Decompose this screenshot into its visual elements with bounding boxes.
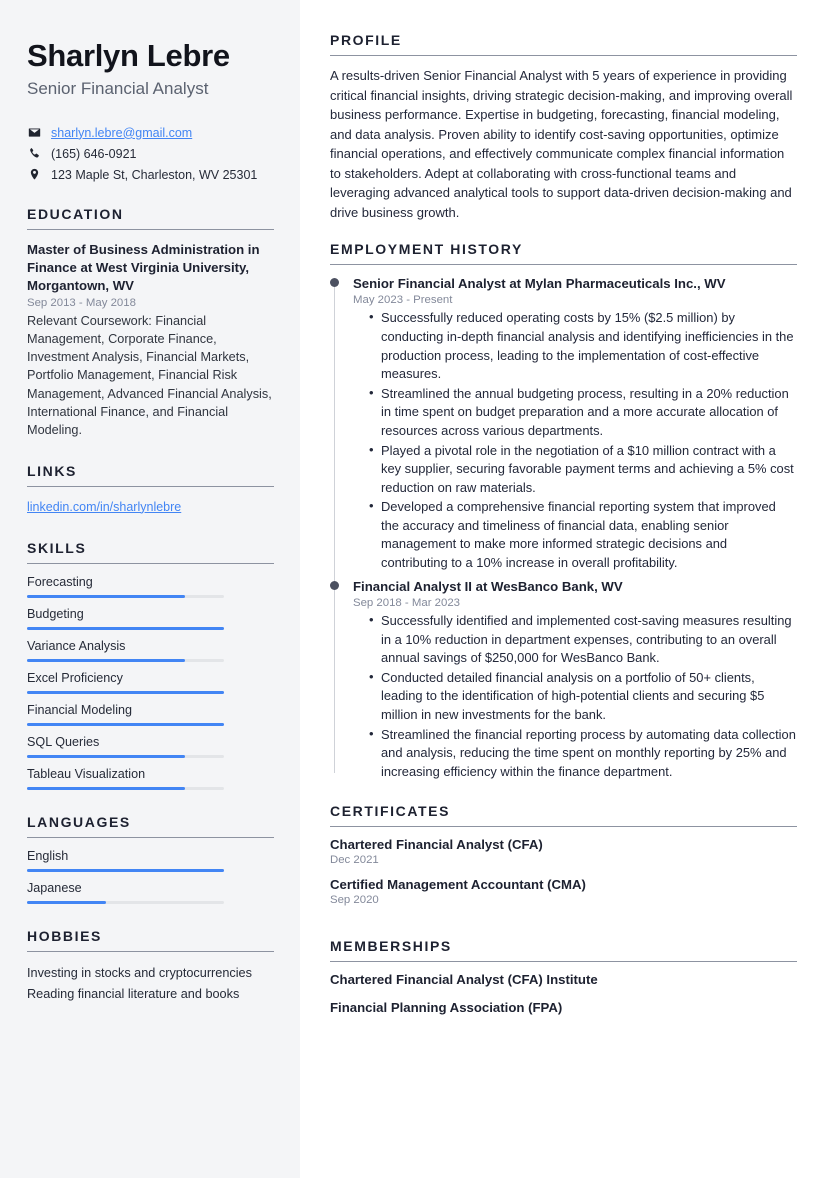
education-entry [27,241,274,439]
job-bullet-list [353,309,797,572]
certificate-date: Dec 2021 [330,854,379,867]
skill-bar-track [27,723,224,726]
skill-row [27,767,274,790]
main-column [300,0,833,1178]
education-degree: Master of Business Administration in Finance at West Virginia University, Morgantown, WV [27,241,260,294]
skill-row [27,671,274,694]
phone-icon [27,147,42,160]
envelope-icon [27,126,42,139]
job-title: Financial Analyst II at WesBanco Bank, WV [353,578,623,594]
skill-row [27,607,274,630]
language-label: English [27,848,69,863]
employment-timeline [330,275,797,781]
skill-label: Tableau Visualization [27,766,146,781]
phone-value: (165) 646-0921 [51,146,137,161]
email-link[interactable]: sharlyn.lebre@gmail.com [51,125,193,140]
certificate-name: Certified Management Accountant (CMA) [330,877,586,893]
contact-email [27,126,274,140]
divider [330,55,797,56]
certificate-item [330,877,797,906]
language-bar-fill [27,869,224,872]
job-date: May 2023 - Present [353,294,453,307]
skill-row [27,575,274,598]
job-date: Sep 2018 - Mar 2023 [353,597,461,610]
timeline-dot-icon [330,278,339,287]
language-label: Japanese [27,880,82,895]
divider [27,951,274,952]
skills-heading: SKILLS [27,539,87,556]
job-bullet-list [353,612,797,781]
divider [330,961,797,962]
divider [27,837,274,838]
skill-row [27,639,274,662]
links-heading: LINKS [27,462,77,479]
divider [27,229,274,230]
education-description: Relevant Coursework: Financial Management, Corporate Finance, Investment Analysis, Financial Markets, Portfolio Management, Financial Risk Management, Advanced Financial Analysis, International Finance, and Financial Modeling. [27,314,272,437]
skill-bar-track [27,691,224,694]
membership-item: Chartered Financial Analyst (CFA) Institute [330,972,598,988]
languages-heading: LANGUAGES [27,813,131,830]
language-row [27,881,274,904]
contact-phone [27,147,274,161]
candidate-name: Sharlyn Lebre [27,38,230,73]
skill-bar-fill [27,627,224,630]
skill-bar-track [27,659,224,662]
membership-item: Financial Planning Association (FPA) [330,1000,563,1016]
job-bullet: • Streamlined the annual budgeting process, resulting in a 20% reduction in time spent on budget preparation and a more accurate allocation of resources across various departments. [369,385,797,441]
links-section [27,463,274,516]
language-bar-track [27,869,224,872]
skill-bar-fill [27,787,185,790]
divider [330,826,797,827]
employment-heading: EMPLOYMENT HISTORY [330,241,523,257]
job-bullet: • Developed a comprehensive financial reporting system that improved the accuracy and timeliness of financial data, enabling senior management to make more informed strategic decisions and contributing to a 10% increase in overall profitability. [369,498,797,572]
sidebar [0,0,300,1178]
timeline-dot-icon [330,581,339,590]
skill-bar-fill [27,723,224,726]
certificate-item [330,837,797,866]
skill-bar-track [27,595,224,598]
job-bullet: • Streamlined the financial reporting process by automating data collection and analysis, reducing the time spent on monthly reporting by 25% and increasing efficiency within the finance department. [369,726,797,782]
certificates-section [330,803,797,906]
candidate-job-title: Senior Financial Analyst [27,78,209,98]
job-entry [353,578,797,782]
skill-bar-fill [27,595,185,598]
memberships-section [330,938,797,1015]
education-date: Sep 2013 - May 2018 [27,297,136,310]
employment-section [330,241,797,781]
skill-label: Budgeting [27,606,84,621]
certificates-heading: CERTIFICATES [330,803,451,820]
divider [330,264,797,265]
education-heading: EDUCATION [27,205,124,222]
skill-bar-fill [27,755,185,758]
hobbies-heading: HOBBIES [27,927,102,944]
contact-list [27,126,274,182]
divider [27,563,274,564]
languages-section [27,814,274,904]
language-bar-track [27,901,224,904]
hobby-item: Reading financial literature and books [27,986,240,1001]
job-title: Senior Financial Analyst at Mylan Pharmaceuticals Inc., WV [353,276,726,291]
linkedin-link[interactable]: linkedin.com/in/sharlynlebre [27,499,182,514]
job-entry [353,275,797,573]
job-bullet: • Successfully identified and implemented cost-saving measures resulting in a 10% reduction in department expenses, contributing to an overall annual savings of $250,000 for WesBanco Bank. [369,612,797,668]
skill-label: Variance Analysis [27,638,126,653]
address-value: 123 Maple St, Charleston, WV 25301 [51,167,258,182]
skill-row [27,735,274,758]
skill-label: SQL Queries [27,734,100,749]
skill-bar-track [27,755,224,758]
job-bullet: • Played a pivotal role in the negotiation of a $10 million contract with a key supplier, securing favorable payment terms and achieving a 5% cost reduction on raw materials. [369,442,797,498]
skill-bar-fill [27,659,185,662]
skills-section [27,540,274,790]
certificate-date: Sep 2020 [330,894,379,907]
skill-bar-fill [27,691,224,694]
profile-heading: PROFILE [330,32,402,48]
skill-bar-track [27,787,224,790]
memberships-heading: MEMBERSHIPS [330,938,452,955]
skill-label: Forecasting [27,574,93,589]
job-bullet: • Successfully reduced operating costs by 15% ($2.5 million) by conducting in-depth financial analysis and identifying inefficiencies in the production process, leading to the implementation of cost-effective measures. [369,309,797,383]
profile-section [330,32,797,222]
skill-bar-track [27,627,224,630]
certificate-name: Chartered Financial Analyst (CFA) [330,837,543,853]
divider [27,486,274,487]
skill-label: Financial Modeling [27,702,133,717]
skill-label: Excel Proficiency [27,670,123,685]
language-row [27,849,274,872]
skill-row [27,703,274,726]
contact-address [27,168,274,182]
education-section [27,206,274,439]
language-bar-fill [27,901,106,904]
hobbies-section [27,928,274,1005]
job-bullet: • Conducted detailed financial analysis on a portfolio of 50+ clients, leading to the identification of high-potential clients and securing $5 million in new investments for the bank. [369,669,797,725]
profile-text: A results-driven Senior Financial Analyst with 5 years of experience in providing critical financial insights, driving strategic decision-making, and improving overall business performance. Expertise in budgeting, forecasting, financial modeling, and data analysis. Proven ability to identify cost-saving opportunities, optimize financial operations, and effectively communicate complex financial information to stakeholders. Adept at collaborating with cross-functional teams and leveraging advanced analytical tools to support data-driven decision-making and drive business growth. [330,68,793,220]
map-pin-icon [27,168,42,181]
hobby-item: Investing in stocks and cryptocurrencies [27,965,252,980]
